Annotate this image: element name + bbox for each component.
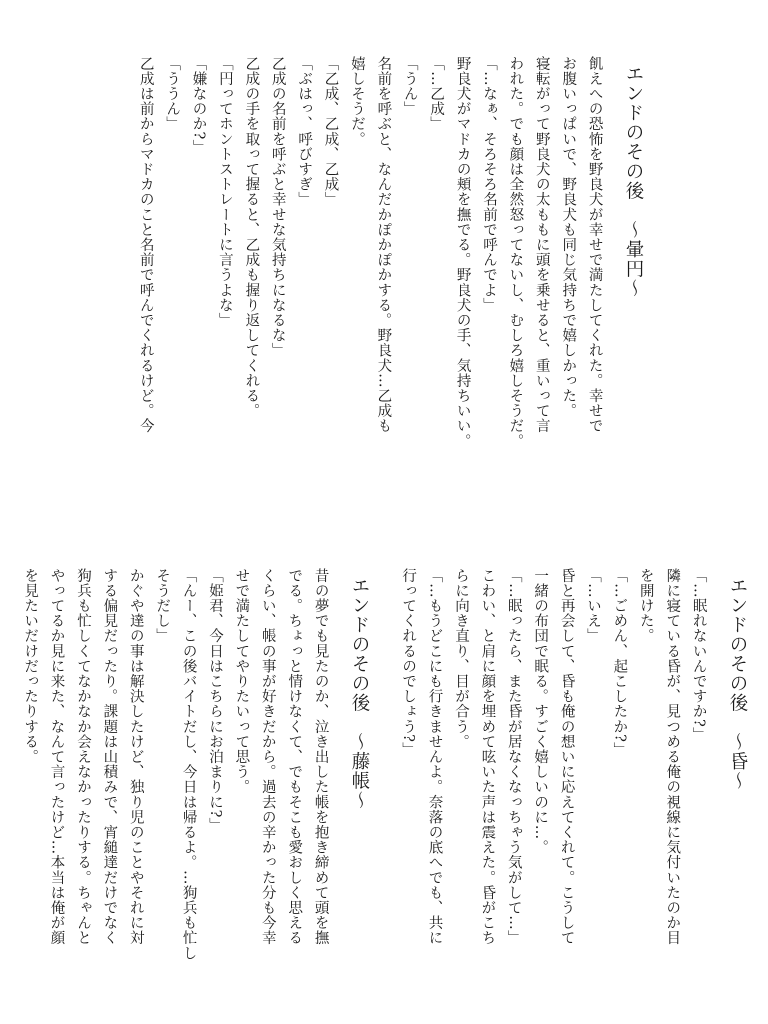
- text-line: せで満たしてやりたいって思う。: [233, 568, 250, 795]
- text-line: 「んー、この後バイトだし、今日は帰るよ。…狗兵も忙し: [180, 568, 197, 961]
- text-line: 隣に寝ている昏が、見つめる俺の視線に気付いたのか目: [664, 568, 681, 946]
- text-line: くらい、帳の事が好きだから。過去の辛かった分も今幸: [259, 568, 276, 946]
- text-line: 「うん」: [401, 56, 418, 117]
- text-line: 昏と再会して、昏も俺の想いに応えてくれて。こうして: [558, 568, 575, 946]
- text-line: 寝転がって野良犬の太ももに頭を乗せると、重いって言: [533, 56, 550, 434]
- text-line: 「姫君、今日はこちらにお泊まりに?」: [206, 568, 223, 834]
- text-line: 「…なぁ、そろそろ名前で呼んでよ」: [480, 56, 497, 313]
- text-line: われた。でも顔は全然怒ってないし、むしろ嬉しそうだ。: [507, 56, 524, 449]
- section-madoka: [132, 56, 646, 496]
- text-line: 飢えへの恐怖を野良犬が幸せで満たしてくれた。幸せで: [586, 56, 603, 434]
- text-line: でる。ちょっと情けなくて、でもそこも愛おしく思える: [286, 568, 303, 946]
- text-line: 一緒の布団で眠る。すごく嬉しいのに…。: [532, 568, 549, 855]
- text-line: 乙成の名前を呼ぶと幸せな気持ちになるな」: [269, 56, 286, 358]
- text-line: 「…乙成」: [428, 56, 445, 132]
- text-line: 「嫌なのか?」: [190, 56, 207, 155]
- text-line: 行ってくれるのでしょう?」: [400, 568, 417, 758]
- text-line: 野良犬がマドカの頬を撫でる。野良犬の手、気持ちいい。: [454, 56, 471, 449]
- text-line: 「…いえ」: [584, 568, 601, 644]
- text-line: 「…もうどこにも行きませんよ。奈落の底へでも、共に: [426, 568, 443, 946]
- text-line: 「ううん」: [164, 56, 181, 132]
- text-line: 嬉しそうだ。: [348, 56, 365, 147]
- text-line: を開けた。: [637, 568, 654, 644]
- section-kure: [395, 568, 750, 1008]
- section-heading: エンドのその後 ～昏～: [727, 576, 748, 791]
- section-fujitobari: [17, 568, 372, 1008]
- text-line: 昔の夢でも見たのか、泣き出した帳を抱き締めて頭を撫: [312, 568, 329, 946]
- text-line: やってるか見に来た、なんて言ったけど…本当は俺が顔: [48, 568, 65, 946]
- text-line: 「…ごめん、起こしたか?」: [611, 568, 628, 758]
- text-line: 「乙成、乙成、乙成」: [322, 56, 339, 207]
- text-line: 乙成は前からマドカのこと名前で呼んでくれるけど。今: [137, 56, 154, 434]
- text-line: 「円ってホントストレートに言うよな」: [216, 56, 233, 328]
- text-line: お腹いっぱいで、野良犬も同じ気持ちで嬉しかった。: [560, 56, 577, 419]
- text-line: らに向き直り、目が合う。: [452, 568, 469, 750]
- text-line: かぐや達の事は解決したけど、独り児のことやそれに対: [127, 568, 144, 946]
- text-line: こわい、と肩に顔を埋めて呟いた声は震えた。昏がこち: [479, 568, 496, 946]
- text-line: 「…眠れないんですか?」: [690, 568, 707, 743]
- text-line: 「ぶはっ、呼びすぎ」: [296, 56, 313, 207]
- text-line: を見たいだけだったりする。: [22, 568, 39, 765]
- text-line: 「…眠ったら、また昏が居なくなっちゃう気がして…」: [505, 568, 522, 946]
- text-line: 乙成の手を取って握ると、乙成も握り返してくれる。: [243, 56, 260, 419]
- text-line: 狗兵も忙しくてなかなか会えなかったりする。ちゃんと: [74, 568, 91, 946]
- section-heading: エンドのその後 ～藤帳～: [349, 576, 370, 810]
- text-line: そうだし」: [154, 568, 171, 644]
- text-line: する偏見だったり。課題は山積みで、宵縋達だけでなく: [101, 568, 118, 946]
- text-line: 名前を呼ぶと、なんだかぽかぽかする。野良犬…乙成も: [375, 56, 392, 434]
- section-heading: エンドのその後 ～暈円～: [623, 64, 644, 298]
